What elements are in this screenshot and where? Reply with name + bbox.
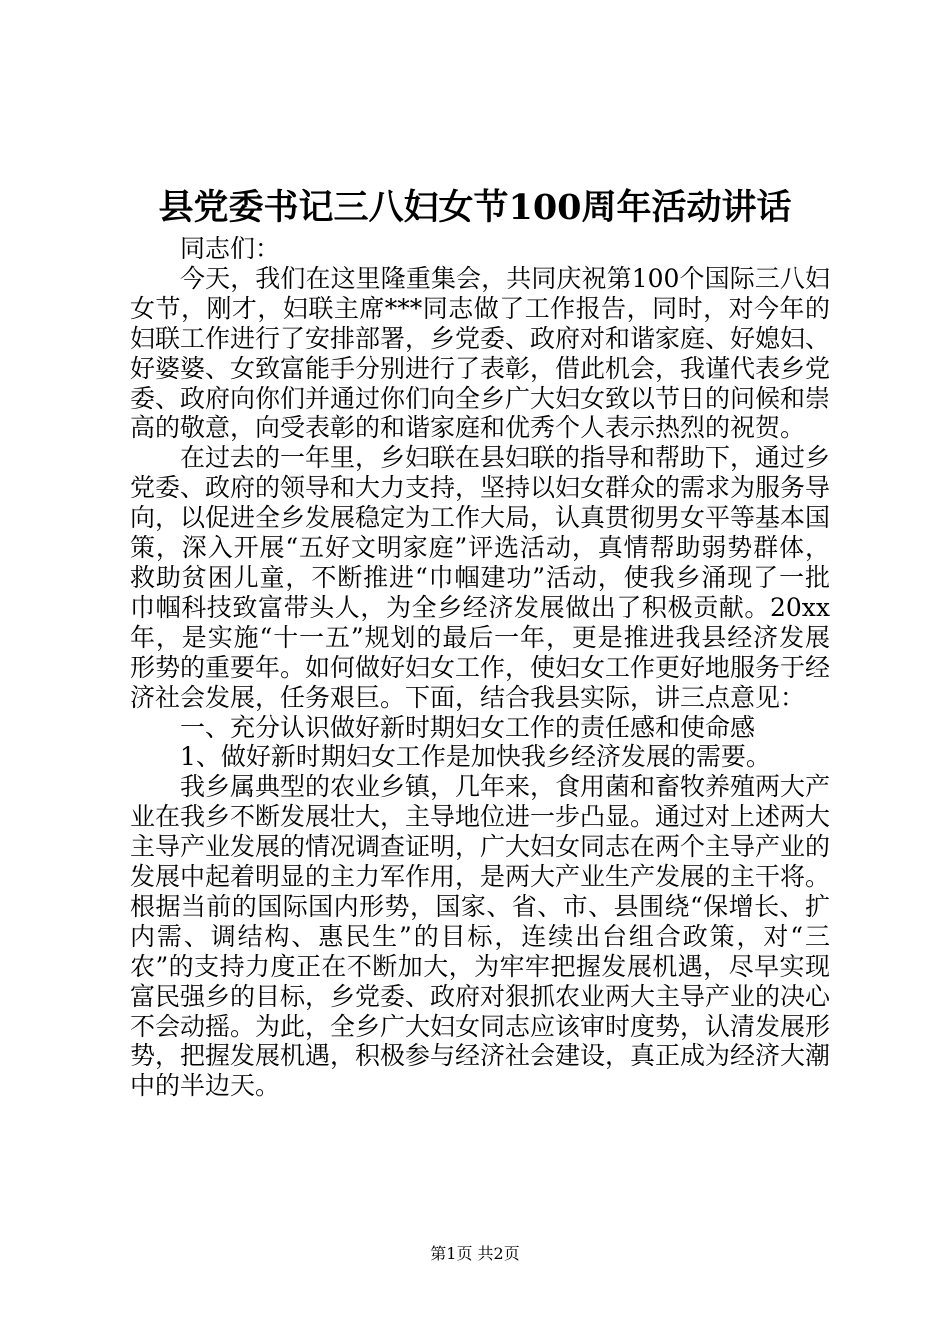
salutation-paragraph: 同志们： bbox=[180, 234, 281, 263]
body-paragraph: 今天，我们在这里隆重集会，共同庆祝第100个国际三八妇女节，刚才，妇联主席***同志做了工作报告，同时，对今年的妇联工作进行了安排部署，乡党委、政府对和谐家庭、好媳妇、好婆婆、女致富能手分别进行了表彰，借此机会，我谨代表乡党委、政府向你们并通过你们向全乡广大妇女致以节日的问候和崇高的敬意，向受表彰的和谐家庭和优秀个人表示热烈的祝贺。 bbox=[130, 263, 831, 443]
subsection-heading: 1、做好新时期妇女工作是加快我乡经济发展的需要。 bbox=[180, 742, 771, 772]
body-paragraph: 我乡属典型的农业乡镇，几年来，食用菌和畜牧养殖两大产业在我乡不断发展壮大，主导地位进一步凸显。通过对上述两大主导产业发展的情况调查证明，广大妇女同志在两个主导产业的发展中起着明显的主力军作用，是两大产业生产发展的主干将。根据当前的国际国内形势，国家、省、市、县围绕“保增长、扩内需、调结构、惠民生”的目标，连续出台组合政策，对“三农”的支持力度正在不断加大，为牢牢把握发展机遇，尽早实现富民强乡的目标，乡党委、政府对狠抓农业两大主导产业的决心不会动摇。为此，全乡广大妇女同志应该审时度势，认清发展形势，把握发展机遇，积极参与经济社会建设，真正成为经济大潮中的半边天。 bbox=[130, 772, 831, 1101]
section-heading: 一、充分认识做好新时期妇女工作的责任感和使命感 bbox=[180, 712, 756, 742]
document-body bbox=[130, 234, 830, 1101]
page-footer: 第1页 共2页 bbox=[430, 1244, 520, 1263]
body-paragraph: 在过去的一年里，乡妇联在县妇联的指导和帮助下，通过乡党委、政府的领导和大力支持，坚持以妇女群众的需求为服务导向，以促进全乡发展稳定为工作大局，认真贯彻男女平等基本国策，深入开展“五好文明家庭”评选活动，真情帮助弱势群体，救助贫困儿童，不断推进“巾帼建功”活动，使我乡涌现了一批巾帼科技致富带头人，为全乡经济发展做出了积极贡献。20xx年，是实施“十一五”规划的最后一年，更是推进我县经济发展形势的重要年。如何做好妇女工作，使妇女工作更好地服务于经济社会发展，任务艰巨。下面，结合我县实际，讲三点意见： bbox=[130, 443, 831, 712]
document-title: 县党委书记三八妇女节100周年活动讲话 bbox=[158, 187, 792, 228]
